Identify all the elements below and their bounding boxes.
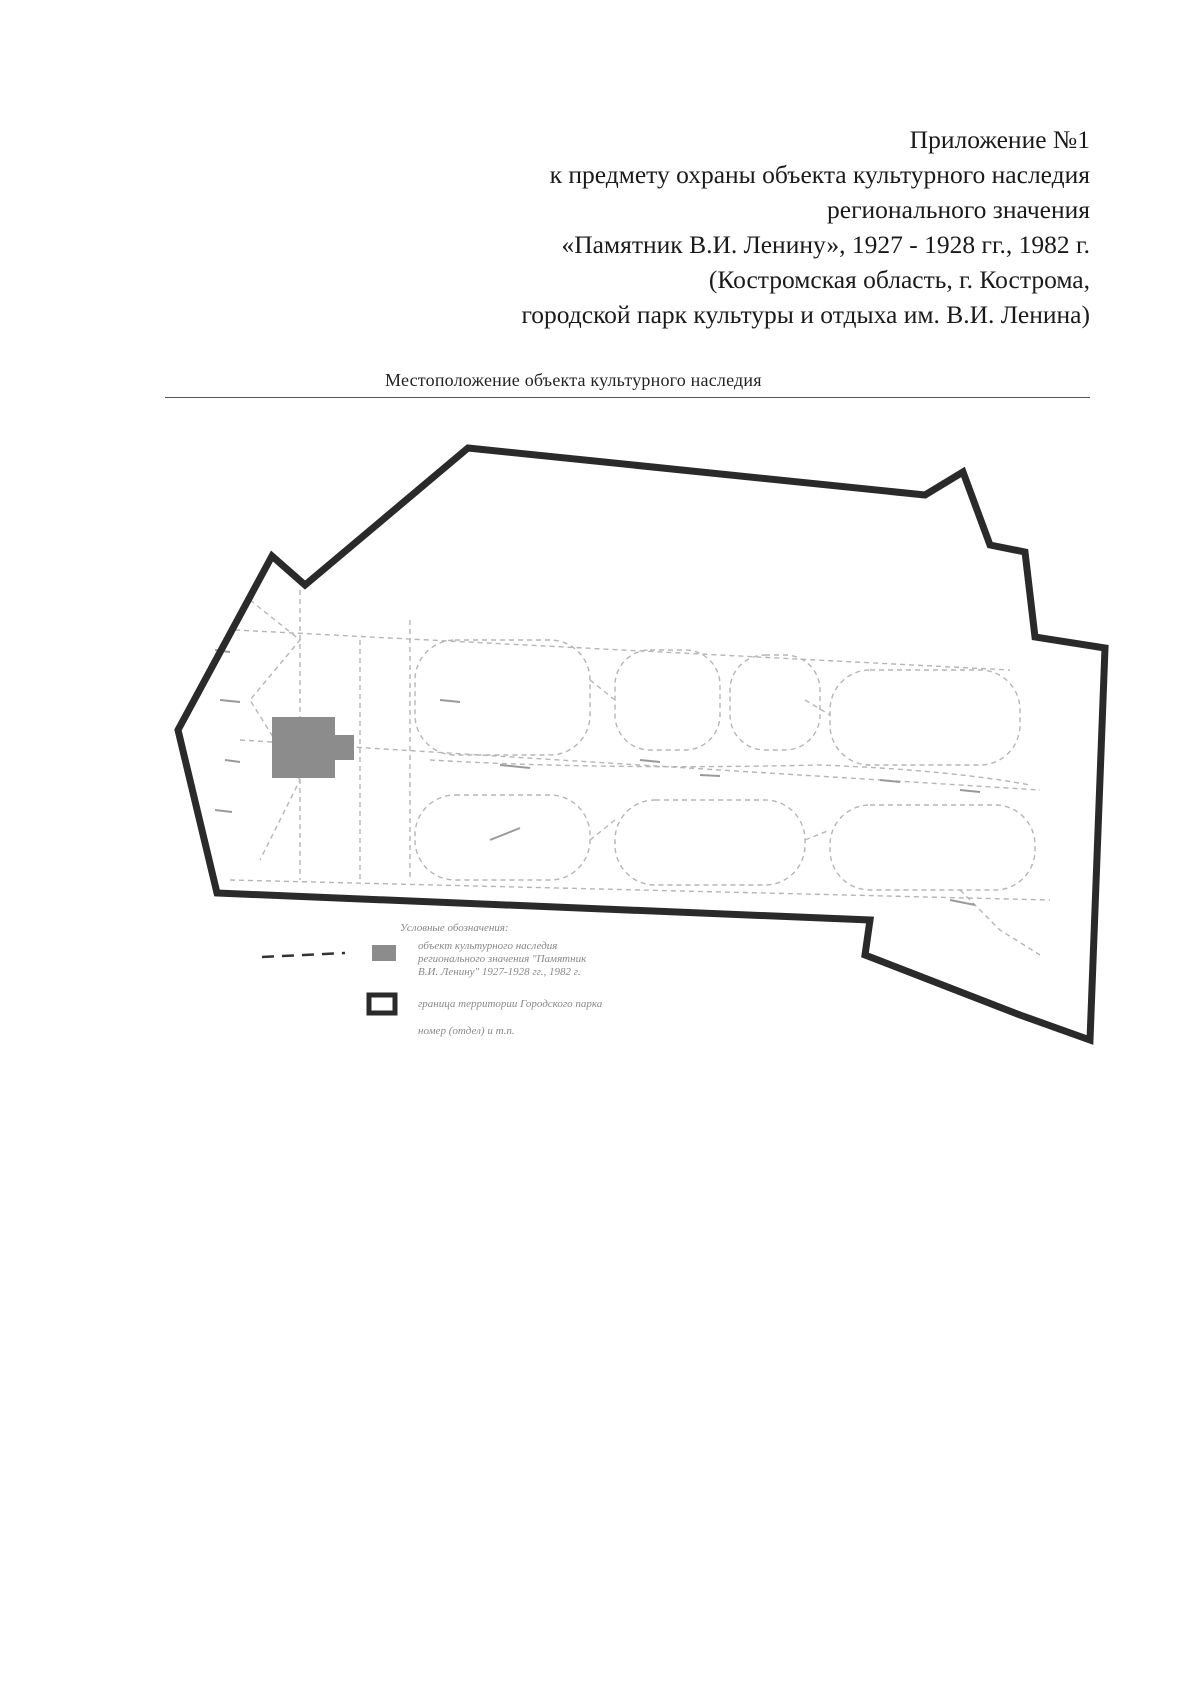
header-line-significance: регионального значения (827, 195, 1090, 224)
header-line-region: (Костромская область, г. Кострома, (708, 265, 1090, 294)
heritage-object-area (272, 717, 354, 778)
legend-heritage-object-swatch (372, 945, 396, 961)
legend-boundary-label: граница территории Городского парка (418, 998, 603, 1010)
header-line-subject: к предмету охраны объекта культурного наследия (549, 160, 1090, 189)
header-line-park: городской парк культуры и отдыха им. В.И. Ленина) (521, 300, 1090, 329)
legend-dashed-line-symbol (262, 953, 345, 957)
map-legend (262, 945, 396, 1013)
map-title: Местоположение объекта культурного наследия (385, 370, 762, 390)
appendix-number: Приложение №1 (909, 125, 1090, 154)
legend-heading: Условные обозначения: (400, 922, 509, 934)
header-line-monument-name: «Памятник В.И. Ленину», 1927 - 1928 гг., 1982 г. (561, 230, 1090, 259)
legend-object-label-line: объект культурного наследия (418, 940, 558, 952)
legend-object-label (418, 940, 586, 979)
legend-object-label-line: регионального значения "Памятник (418, 953, 587, 965)
legend-object-label-line: В.И. Ленину" 1927-1928 гг., 1982 г. (418, 966, 581, 978)
legend-line-label: номер (отдел) и т.п. (418, 1025, 515, 1037)
legend-boundary-swatch (369, 995, 395, 1013)
